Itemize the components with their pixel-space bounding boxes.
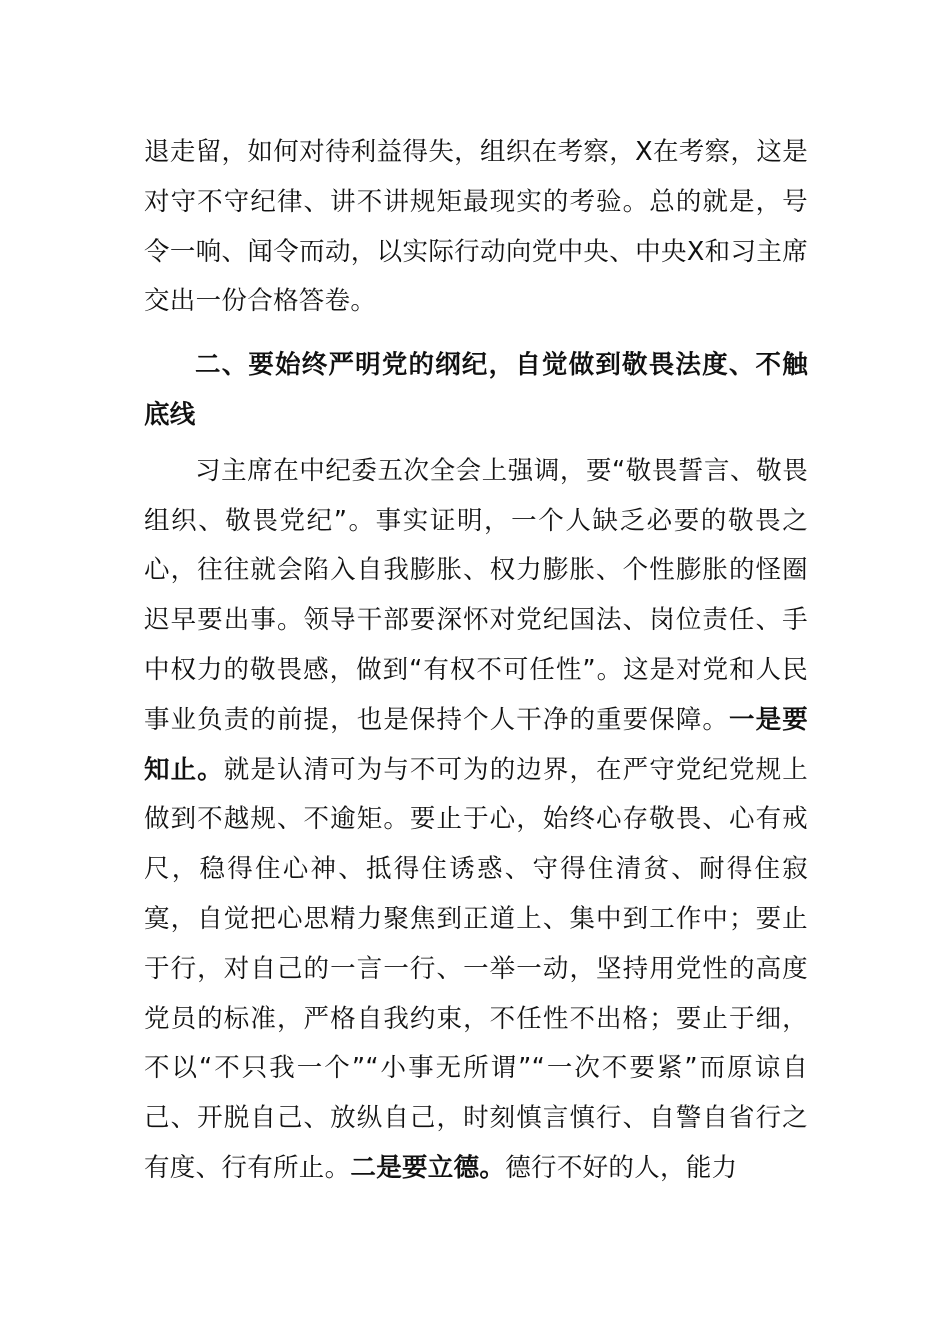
paragraph-text: 退走留，如何对待利益得失，组织在考察，X在考察，这是对守不守纪律、讲不讲规矩最现实的考验。总的就是，号令一响、闻令而动，以实际行动向党中央、中央X和习主席交出一份合格答卷。 [144,137,808,317]
paragraph-text: 习主席在中纪委五次全会上强调，要“敬畏誓言、敬畏组织、敬畏党纪”。事实证明，一个人缺乏必要的敬畏之心，往往就会陷入自我膨胀、权力膨胀、个性膨胀的怪圈迟早要出事。领导干部要深怀对党纪国法、岗位责任、手中权力的敬畏感，做到“有权不可任性”。这是对党和人民事业负责的前提，也是保持个人干净的重要保障。 [144,455,808,735]
paragraph-body [144,447,808,1194]
paragraph-text: 就是认清可为与不可为的边界，在严守党纪党规上做到不越规、不逾矩。要止于心，始终心存敬畏、心有戒尺，稳得住心神、抵得住诱惑、守得住清贫、耐得住寂寞，自觉把心思精力聚焦到正道上、集中到工作中；要止于行，对自己的一言一行、一举一动，坚持用党性的高度党员的标准，严格自我约束，不任性不出格；要止于细，不以“不只我一个”“小事无所谓”“一次不要紧”而原谅自己、开脱自己、放纵自己，时刻慎言慎行、自警自省行之有度、行有所止。 [144,754,808,1183]
paragraph-text: 德行不好的人，能力 [505,1152,738,1183]
section-heading: 二、要始终严明党的纲纪，自觉做到敬畏法度、不触底线 [144,350,808,430]
point-one-label: 一是要知止。 [144,704,808,785]
document-body [144,128,808,1194]
point-two-label: 二是要立德。 [350,1152,506,1183]
paragraph-continuation [144,128,808,327]
